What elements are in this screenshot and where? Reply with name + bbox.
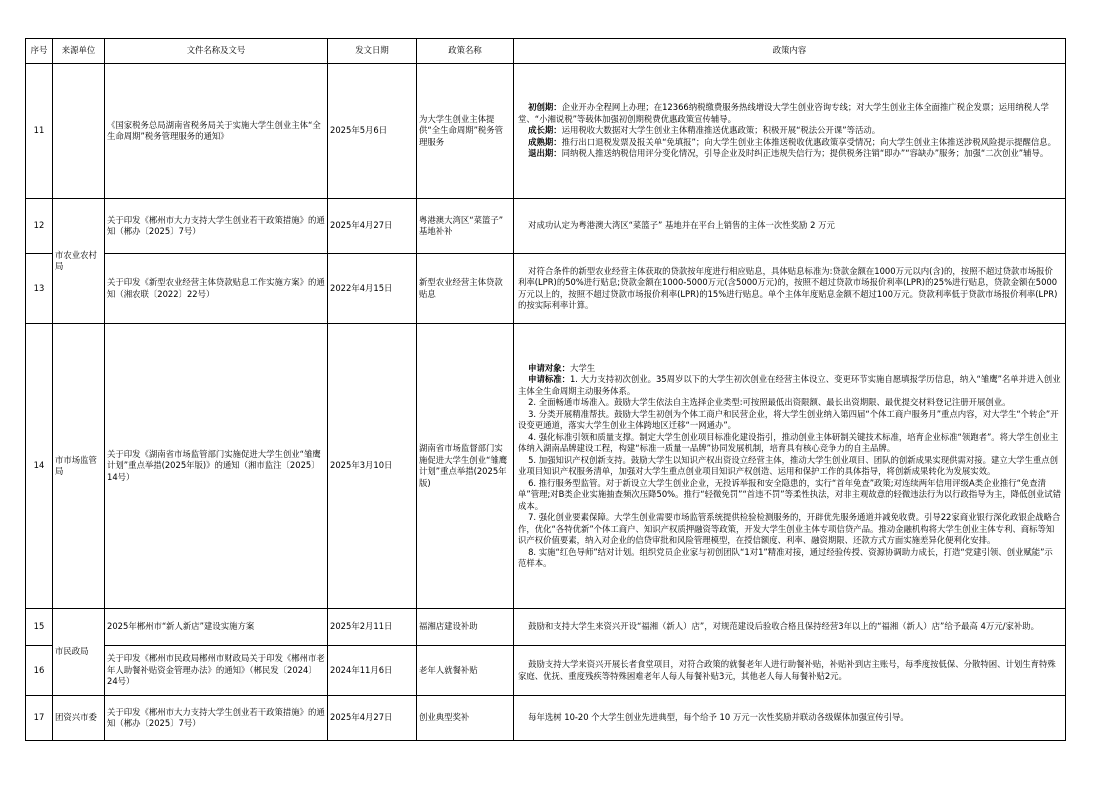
row-date: 2025年3月10日: [328, 324, 417, 609]
row-file: 关于印发《郴州市大力支持大学生创业若干政策措施》的通知（郴办〔2025〕7号）: [105, 199, 328, 254]
row-source: 市市场监管局: [53, 324, 105, 609]
row-source-empty: [53, 64, 105, 199]
row-policy: 为大学生创业主体提供“全生命周期”税务管理服务: [417, 64, 514, 199]
content-text: 6. 推行服务型监管。对于新设立大学生创业企业，无投诉举报和安全隐患的，实行“首年免查”政策;对连续两年信用评级A类企业推行“免查清单”管理;对B类企业实施抽查频次压降50%。推行“轻微免罚”“首违不罚”等柔性执法，对非主观故意的轻微违法行为以行政指导为主，降低创业试错成本。: [518, 477, 1061, 511]
content-paragraph: [518, 266, 1061, 312]
row-content: [514, 199, 1066, 254]
content-text: 1. 大力支持初次创业。35周岁以下的大学生初次创业在经营主体设立、变更环节实施自愿填报学历信息，纳入“雏鹰”名单并进入创业主体全生命周期主动服务体系。: [518, 374, 1061, 396]
row-date: 2025年4月27日: [328, 199, 417, 254]
content-paragraph: [518, 712, 1061, 724]
content-paragraph: [518, 102, 1061, 125]
content-paragraph: [518, 397, 1061, 409]
content-text: 7. 强化创业要素保障。大学生创业需要市场监管系统提供检验检测服务的，开辟优先服务通道并减免收费。引导22家商业银行深化政银企战略合作，优化“各特优新”个体工商户、知识产权质押融资等政策，开发大学生创业主体专项信贷产品。推动金融机构将大学生创业主体专利、商标等知识产权价值要素，纳入对企业的信贷审批和风险管理模型，在授信额度、利率、融资期限、还款方式方面实施差异化便利化安排。: [518, 512, 1061, 545]
content-lead: 初创期：: [528, 102, 562, 113]
row-content: [514, 254, 1066, 324]
row-seq: 17: [26, 696, 53, 741]
table-row: [26, 64, 1066, 199]
content-lead: 申请对象：: [528, 362, 570, 373]
row-policy: 湖南省市场监督部门实施促进大学生创业“雏鹰计划”重点举措(2025年版): [417, 324, 514, 609]
header-source: 来源单位: [53, 39, 105, 64]
content-paragraph: [518, 409, 1061, 432]
row-file: 《国家税务总局湖南省税务局关于实施大学生创业主体“全生命周期”税务管理服务的通知》: [105, 64, 328, 199]
row-seq: 11: [26, 64, 53, 199]
table-row: [26, 609, 1066, 646]
table-row: [26, 254, 1066, 324]
row-policy: 粤港澳大湾区“菜篮子” 基地补补: [417, 199, 514, 254]
content-text: 对成功认定为粤港澳大湾区“菜篮子” 基地并在平台上销售的主体一次性奖励 2 万元: [528, 220, 835, 231]
row-file: 关于印发《郴州市大力支持大学生创业若干政策措施》的通知（郴办〔2025〕7号）: [105, 696, 328, 741]
row-seq: 14: [26, 324, 53, 609]
content-lead: 成长期：: [528, 125, 562, 136]
row-source: 团资兴市委: [53, 696, 105, 741]
content-paragraph: [518, 547, 1061, 570]
row-file: 关于印发《新型农业经营主体贷款贴息工作实施方案》的通知（湘农联〔2022〕22号）: [105, 254, 328, 324]
content-text: 3. 分类开展精准帮扶。鼓励大学生初创为个体工商户和民营企业，将大学生创业纳入第四届“个体工商户服务月”重点内容，对大学生“个转企”开设变更通道，落实大学生创业主体跨地区迁移“一网通办”。: [518, 408, 1059, 430]
row-seq: 15: [26, 609, 53, 646]
row-file: 关于印发《郴州市民政局郴州市财政局关于印发《郴州市老年人助餐补贴资金管理办法》的通知》（郴民发〔2024〕24号）: [105, 646, 328, 696]
content-text: 大学生: [569, 362, 596, 373]
content-text: 5. 加强知识产权创新支持。鼓励大学生以知识产权出资设立经营主体，推动大学生创业项目、团队的创新成果实现供需对接。建立大学生重点创业项目知识产权服务清单，加强对大学生重点创业项目知识产权创造、运用和保护工作的具体指导，将创新成果转化为发展实效。: [518, 454, 1058, 476]
content-text: 推行出口退税发票及报关单“免填报”；向大学生创业主体推送税收优惠政策享受情况；向大学生创业主体推送涉税风险提示提醒信息。: [561, 136, 1057, 147]
content-text: 2. 全面畅通市场准入。鼓励大学生依法自主选择企业类型:可按照最低出资限额、最长出资期限、最优提交材料登记注册开展创业。: [528, 397, 1011, 407]
header-content: 政策内容: [514, 39, 1066, 64]
content-paragraph: [518, 148, 1061, 160]
content-text: 企业开办全程网上办理；在12366纳税缴费服务热线增设大学生创业咨询专线；对大学生创业主体全面推广税企发票；运用纳税人学堂、“小湘说税”等载体加强初创期税费优惠政策宣传辅导。: [518, 102, 1049, 124]
row-source: 市民政局: [53, 609, 105, 696]
content-paragraph: [518, 659, 1061, 682]
row-date: 2025年5月6日: [328, 64, 417, 199]
header-file: 文件名称及文号: [105, 39, 328, 64]
content-lead: 退出期：: [528, 148, 562, 159]
row-file: 2025年郴州市“新人新店”建设实施方案: [105, 609, 328, 646]
content-lead: 申请标准：: [528, 374, 570, 384]
row-policy: 创业典型奖补: [417, 696, 514, 741]
row-date: 2025年2月11日: [328, 609, 417, 646]
row-seq: 13: [26, 254, 53, 324]
content-text: 鼓励支持大学来资兴开展长者食堂项目，对符合政策的就餐老年人进行助餐补贴，补贴补到店主账号，每季度按低保、分散特困、计划生育特殊家庭、优抚、重度残疾等特殊困难老年人每人每餐补贴3元，其他老人每人每餐补贴2元。: [518, 659, 1056, 681]
header-seq: 序号: [26, 39, 53, 64]
row-file: 关于印发《湖南省市场监管部门实施促进大学生创业“雏鹰计划”重点举措(2025年版)》的通知（湘市监注〔2025〕14号）: [105, 324, 328, 609]
table-row: [26, 324, 1066, 609]
content-paragraph: [518, 432, 1061, 455]
content-paragraph: [518, 125, 1061, 137]
row-seq: 12: [26, 199, 53, 254]
row-content: [514, 696, 1066, 741]
policy-table: [25, 38, 1066, 741]
policy-table-sheet: [25, 38, 1065, 741]
content-text: 运用税收大数据对大学生创业主体精准推送优惠政策；积极开展“税法公开课”等活动。: [561, 125, 881, 136]
content-paragraph: [518, 455, 1061, 478]
content-paragraph: [518, 374, 1061, 397]
row-policy: 新型农业经营主体贷款贴息: [417, 254, 514, 324]
content-text: 4. 强化标准引领和质量支撑。制定大学生创业项目标准化建设指引，推动创业主体研制关键技术标准，培育企业标准“领跑者”。将大学生创业主体纳入湖南品牌建设工程，构建“标准一质量一品牌”协同发展机制，培育具有核心竞争力的自主品牌。: [518, 431, 1059, 453]
row-content: [514, 646, 1066, 696]
row-seq: 16: [26, 646, 53, 696]
content-paragraph: [518, 478, 1061, 513]
content-paragraph: [518, 363, 1061, 375]
row-date: 2025年4月27日: [328, 696, 417, 741]
row-date: 2024年11月6日: [328, 646, 417, 696]
content-text: 每年选树 10-20 个大学生创业先进典型，每个给予 10 万元一次性奖励并联动各级媒体加强宣传引导。: [528, 712, 909, 723]
header-policy: 政策名称: [417, 39, 514, 64]
row-policy: 老年人就餐补贴: [417, 646, 514, 696]
row-content: [514, 609, 1066, 646]
header-row: [26, 39, 1066, 64]
row-content: [514, 324, 1066, 609]
content-paragraph: [518, 220, 1061, 232]
content-text: 对符合条件的新型农业经营主体获取的贷款按年度进行相应贴息，具体贴息标准为:贷款金额在1000万元以内(含)的，按照不超过贷款市场报价利率(LPR)的50%进行贴息;贷款金额在1000-5000万元(含5000万元)的，按照不超过贷款市场报价利率(LPR)的25%进行贴息，贷款金额在5000万元以上的，按照不超过贷款市场报价利率(LPR)的15%进行贴息。单个主体年度贴息金额不超过100万元。贷款利率低于贷款市场报价利率(LPR)的按实际利率计算。: [518, 265, 1058, 310]
row-policy: 福湘店建设补助: [417, 609, 514, 646]
table-row: [26, 696, 1066, 741]
content-paragraph: [518, 621, 1061, 633]
content-text: 8. 实施“红色导师”结对计划。组织党员企业家与初创团队“1对1”精准对接，通过经验传授、资源协调助力成长，打造“党建引领、创业赋能”示范样本。: [518, 546, 1053, 568]
content-paragraph: [518, 137, 1061, 149]
content-text: 鼓励和支持大学生来资兴开设“福湘（新人）店”，对规范建设后验收合格且保持经营3年以上的“福湘（新人）店”给予最高 4万元/家补助。: [528, 621, 1039, 632]
table-row: [26, 646, 1066, 696]
header-date: 发文日期: [328, 39, 417, 64]
row-date: 2022年4月15日: [328, 254, 417, 324]
table-row: [26, 199, 1066, 254]
row-source: 市农业农村局: [53, 199, 105, 324]
content-lead: 成熟期：: [528, 136, 562, 147]
content-paragraph: [518, 512, 1061, 547]
content-text: 同纳税人推送纳税信用评分变化情况，引导企业及时纠正违规失信行为；提供税务注销“即办”“容缺办”服务；加强“二次创业”辅导。: [561, 148, 1049, 159]
row-content: [514, 64, 1066, 199]
